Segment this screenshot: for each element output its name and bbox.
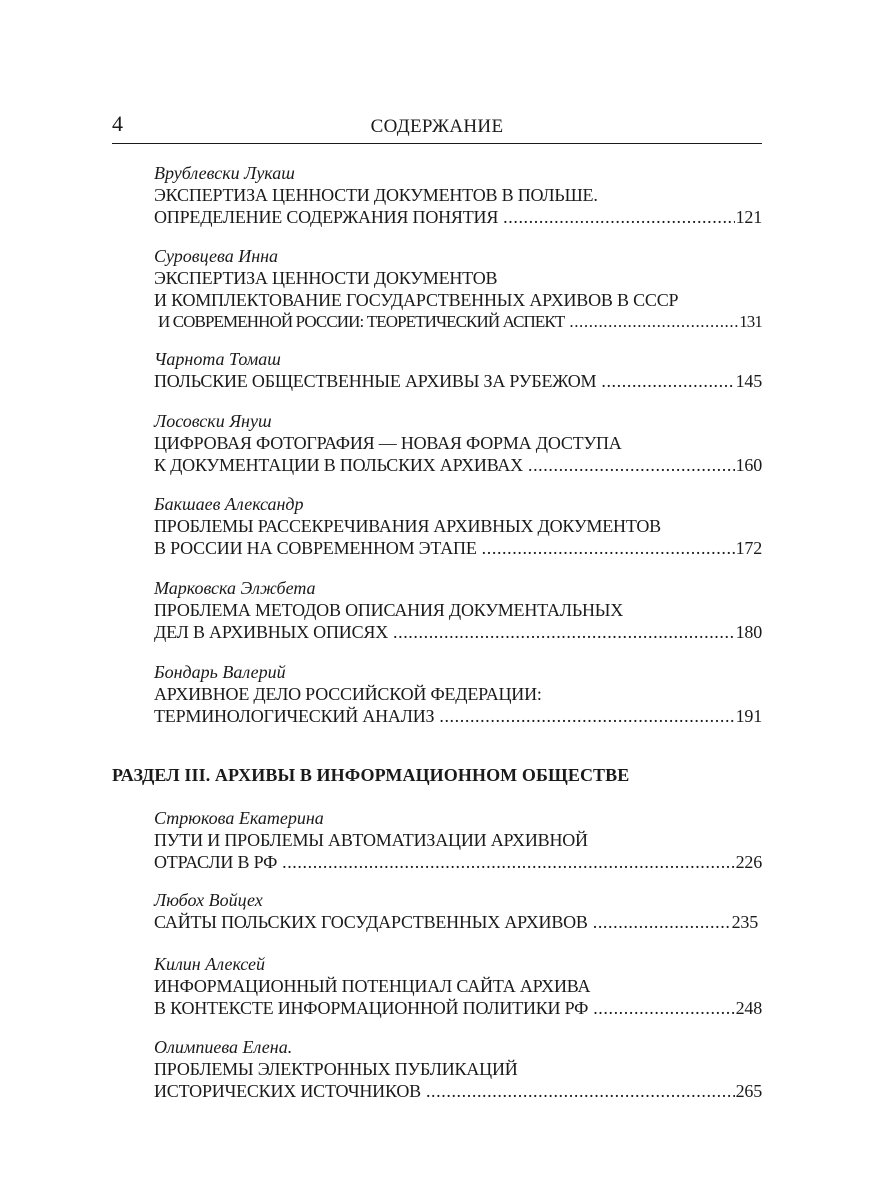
entry-author: Олимпиева Елена. — [154, 1037, 293, 1057]
entry-author: Бакшаев Александр — [154, 494, 304, 514]
entry-author: Стрюкова Екатерина — [154, 808, 324, 828]
toc-entry[interactable] — [154, 163, 762, 228]
entry-title-line: ЦИФРОВАЯ ФОТОГРАФИЯ — НОВАЯ ФОРМА ДОСТУПА — [154, 433, 622, 453]
entry-last-line — [154, 537, 762, 559]
entry-last-line — [154, 911, 758, 933]
toc-entry[interactable] — [154, 662, 762, 727]
entry-title-end: САЙТЫ ПОЛЬСКИХ ГОСУДАРСТВЕННЫХ АРХИВОВ — [154, 912, 588, 932]
entry-last-line — [154, 206, 762, 228]
entry-page-number: 145 — [735, 371, 762, 391]
entry-title-line: ПРОБЛЕМЫ РАССЕКРЕЧИВАНИЯ АРХИВНЫХ ДОКУМЕНТОВ — [154, 516, 661, 536]
section-heading[interactable]: РАЗДЕЛ III. АРХИВЫ В ИНФОРМАЦИОННОМ ОБЩЕСТВЕ — [112, 765, 630, 785]
dot-leader — [593, 997, 734, 1019]
entry-page-number: 248 — [735, 998, 762, 1018]
entry-page-number: 191 — [735, 706, 762, 726]
dot-leader — [569, 311, 738, 333]
entry-last-line — [154, 370, 762, 392]
entry-title-line: АРХИВНОЕ ДЕЛО РОССИЙСКОЙ ФЕДЕРАЦИИ: — [154, 684, 542, 704]
dot-leader — [426, 1080, 735, 1102]
entry-title-end: К ДОКУМЕНТАЦИИ В ПОЛЬСКИХ АРХИВАХ — [154, 455, 523, 475]
entry-page-number: 265 — [735, 1081, 762, 1101]
entry-page-number: 226 — [735, 852, 762, 872]
entry-title-line: ПУТИ И ПРОБЛЕМЫ АВТОМАТИЗАЦИИ АРХИВНОЙ — [154, 830, 588, 850]
entry-author: Врублевски Лукаш — [154, 163, 295, 183]
dot-leader — [601, 370, 734, 392]
entry-title-end: ДЕЛ В АРХИВНЫХ ОПИСЯХ — [154, 622, 388, 642]
entry-page-number: 160 — [735, 455, 762, 475]
dot-leader — [482, 537, 735, 559]
entry-last-line — [154, 705, 762, 727]
entry-page-number: 121 — [735, 207, 762, 227]
entry-page-number: 172 — [735, 538, 762, 558]
entry-title-line: ЭКСПЕРТИЗА ЦЕННОСТИ ДОКУМЕНТОВ — [154, 268, 498, 288]
toc-entry[interactable] — [154, 578, 762, 643]
entry-author: Бондарь Валерий — [154, 662, 286, 682]
entry-page-number: 180 — [735, 622, 762, 642]
entry-title-end: ТЕРМИНОЛОГИЧЕСКИЙ АНАЛИЗ — [154, 706, 435, 726]
toc-entry[interactable] — [154, 1037, 762, 1102]
entry-title-line: ЭКСПЕРТИЗА ЦЕННОСТИ ДОКУМЕНТОВ В ПОЛЬШЕ. — [154, 185, 598, 205]
entry-last-line — [154, 454, 762, 476]
entry-title-end: ПОЛЬСКИЕ ОБЩЕСТВЕННЫЕ АРХИВЫ ЗА РУБЕЖОМ — [154, 371, 597, 391]
dot-leader — [282, 851, 734, 873]
toc-entry[interactable] — [154, 890, 762, 933]
header-rule — [112, 143, 762, 144]
entry-page-number: 131 — [739, 312, 762, 331]
entry-last-line — [154, 621, 762, 643]
entry-author: Лосовски Януш — [154, 411, 272, 431]
toc-entry[interactable] — [154, 494, 762, 559]
dot-leader — [528, 454, 735, 476]
entry-last-line — [154, 851, 762, 873]
entry-title-end: В КОНТЕКСТЕ ИНФОРМАЦИОННОЙ ПОЛИТИКИ РФ — [154, 998, 589, 1018]
entry-page-number: 235 — [731, 912, 758, 932]
entry-author: Килин Алексей — [154, 954, 265, 974]
entry-last-line — [154, 311, 762, 333]
toc-entry[interactable] — [154, 246, 762, 333]
entry-title-line: ПРОБЛЕМА МЕТОДОВ ОПИСАНИЯ ДОКУМЕНТАЛЬНЫХ — [154, 600, 624, 620]
toc-entry[interactable] — [154, 411, 762, 476]
running-head: СОДЕРЖАНИЕ — [370, 116, 504, 137]
dot-leader — [503, 206, 734, 228]
dot-leader — [393, 621, 735, 643]
entry-author: Любох Войцех — [154, 890, 263, 910]
entry-title-line: ПРОБЛЕМЫ ЭЛЕКТРОННЫХ ПУБЛИКАЦИЙ — [154, 1059, 518, 1079]
toc-entry[interactable] — [154, 349, 762, 392]
page-number: 4 — [112, 111, 123, 136]
toc-entry[interactable] — [154, 954, 762, 1019]
entry-title-end: ОТРАСЛИ В РФ — [154, 852, 278, 872]
entry-author: Марковска Элжбета — [154, 578, 316, 598]
dot-leader — [593, 911, 731, 933]
toc-entry[interactable] — [154, 808, 762, 873]
entry-title-end: ИСТОРИЧЕСКИХ ИСТОЧНИКОВ — [154, 1081, 421, 1101]
entry-title-end: И СОВРЕМЕННОЙ РОССИИ: ТЕОРЕТИЧЕСКИЙ АСПЕКТ — [158, 312, 565, 331]
entry-title-line: ИНФОРМАЦИОННЫЙ ПОТЕНЦИАЛ САЙТА АРХИВА — [154, 976, 591, 996]
entry-title-end: В РОССИИ НА СОВРЕМЕННОМ ЭТАПЕ — [154, 538, 477, 558]
entry-title-end: ОПРЕДЕЛЕНИЕ СОДЕРЖАНИЯ ПОНЯТИЯ — [154, 207, 499, 227]
dot-leader — [439, 705, 734, 727]
entry-last-line — [154, 1080, 762, 1102]
entry-title-line: И КОМПЛЕКТОВАНИЕ ГОСУДАРСТВЕННЫХ АРХИВОВ В СССР — [154, 290, 679, 310]
entry-author: Суровцева Инна — [154, 246, 279, 266]
entry-author: Чарнота Томаш — [154, 349, 281, 369]
entry-last-line — [154, 997, 762, 1019]
